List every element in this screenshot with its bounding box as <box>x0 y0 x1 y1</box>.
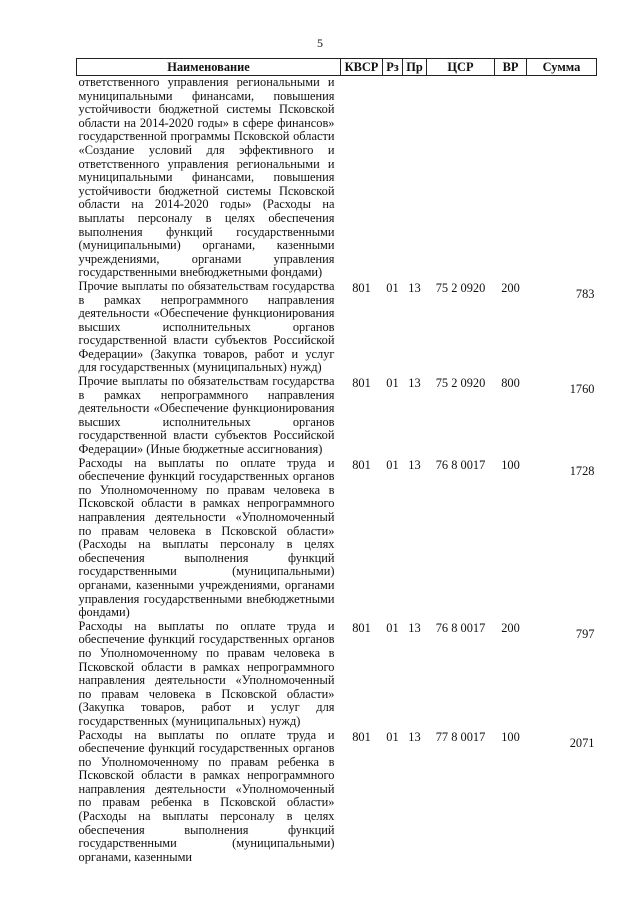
table-row <box>77 729 597 865</box>
header-pr: Пр <box>403 59 427 76</box>
row-csr: 77 8 0017 <box>435 729 486 744</box>
header-csr: ЦСР <box>427 59 495 76</box>
row-kvsr: 801 <box>352 457 371 472</box>
header-sum: Сумма <box>527 59 597 76</box>
table-row <box>77 620 597 729</box>
row-sum: 1760 <box>569 382 595 397</box>
row-csr: 75 2 0920 <box>435 280 486 295</box>
table-header <box>77 59 597 76</box>
row-sum: 797 <box>575 626 595 641</box>
row-name: Расходы на выплаты по оплате труда и обеспечение функций государственных органов по Уполномоченному по правам человека в Псковской области в рамках непрограммного направления деятельности «Уполномоченный по правам человека в Псковской области» (Расходы на выплаты персоналу в целях обеспечения выполнения функций государственными (муниципальными) органами, казенными учреждениями, органами управления государственными внебюджетными фондами) <box>78 455 335 620</box>
row-pr: 13 <box>408 620 421 635</box>
row-vr: 800 <box>501 376 520 391</box>
row-rz: 01 <box>386 729 399 744</box>
row-rz: 01 <box>386 280 399 295</box>
row-name: Прочие выплаты по обязательствам государства в рамках непрограммного направления деятельности «Обеспечение функционирования высших исполнительных органов государственной власти субъектов Российской Федерации» (Иные бюджетные ассигнования) <box>78 374 335 457</box>
row-name-continuation: ответственного управления региональными и муниципальными финансами, повышения устойчивости бюджетной системы Псковской области на 2014-2020 годы» в сфере финансов» государственной программы Псковской области «Создание условий для эффективного и ответственного управления региональными и муниципальными финансами, повышения устойчивости бюджетной системы Псковской области на 2014-2020 годы» (Расходы на выплаты персоналу в целях обеспечения выполнения функций государственными (муниципальными) органами, казенными учреждениями, органами управления государственными внебюджетными фондами) <box>78 75 335 280</box>
row-rz: 01 <box>386 457 399 472</box>
header-rz: Рз <box>383 59 403 76</box>
table-row <box>77 280 597 375</box>
row-kvsr: 801 <box>352 620 371 635</box>
row-vr: 200 <box>501 620 520 635</box>
row-sum: 783 <box>575 286 595 301</box>
row-kvsr: 801 <box>352 280 371 295</box>
row-csr: 76 8 0017 <box>435 620 486 635</box>
row-kvsr: 801 <box>352 376 371 391</box>
row-rz: 01 <box>386 620 399 635</box>
budget-table <box>76 58 597 864</box>
header-kvsr: КВСР <box>341 59 383 76</box>
header-name: Наименование <box>77 59 341 76</box>
table-row <box>77 375 597 457</box>
row-vr: 100 <box>501 729 520 744</box>
table-row <box>77 457 597 620</box>
row-name: Прочие выплаты по обязательствам государства в рамках непрограммного направления деятельности «Обеспечение функционирования высших исполнительных органов государственной власти субъектов Российской Федерации» (Закупка товаров, работ и услуг для государственных (муниципальных) нужд) <box>78 278 335 375</box>
row-kvsr: 801 <box>352 729 371 744</box>
row-csr: 75 2 0920 <box>435 376 486 391</box>
row-pr: 13 <box>408 457 421 472</box>
row-name: Расходы на выплаты по оплате труда и обеспечение функций государственных органов по Уполномоченному по правам человека в Псковской области в рамках непрограммного направления деятельности «Уполномоченный по правам человека в Псковской области» (Закупка товаров, работ и услуг для государственных (муниципальных) нужд) <box>78 618 335 728</box>
row-vr: 200 <box>501 280 520 295</box>
row-sum: 2071 <box>569 735 595 750</box>
row-csr: 76 8 0017 <box>435 457 486 472</box>
header-vr: ВР <box>495 59 527 76</box>
row-vr: 100 <box>501 457 520 472</box>
row-rz: 01 <box>386 376 399 391</box>
row-name: Расходы на выплаты по оплате труда и обеспечение функций государственных органов по Уполномоченному по правам ребенка в Псковской области в рамках непрограммного направления деятельности «Уполномоченный по правам ребенка в Псковской области» (Расходы на выплаты персоналу в целях обеспечения выполнения функций государственными (муниципальными) органами, казенными <box>78 727 335 864</box>
row-pr: 13 <box>408 280 421 295</box>
page-number: 5 <box>317 36 323 50</box>
row-sum: 1728 <box>569 463 595 478</box>
row-pr: 13 <box>408 376 421 391</box>
row-pr: 13 <box>408 729 421 744</box>
table-row-continuation <box>77 76 597 280</box>
